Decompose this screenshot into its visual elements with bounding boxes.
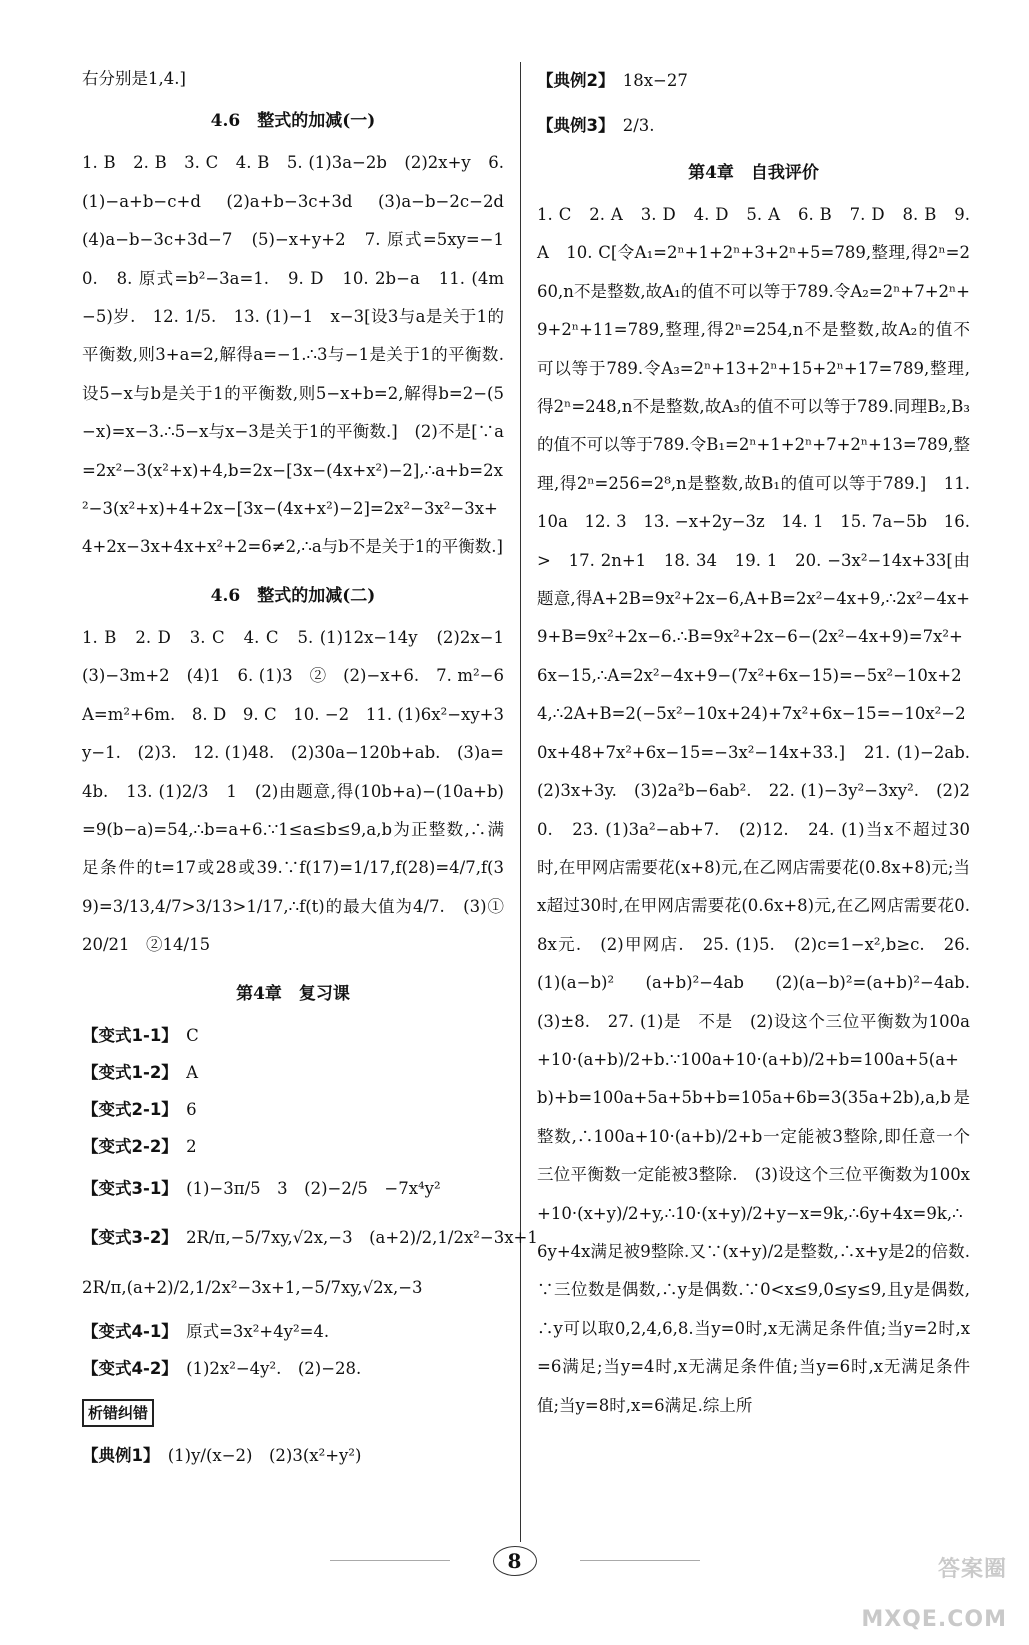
variant-item: 【变式2-2】 2 (82, 1136, 197, 1156)
variant-item: 【变式1-1】 C (82, 1025, 199, 1045)
section-title-4-6-1: 4.6 整式的加减(一) (210, 111, 376, 132)
intro-text: 右分别是1,4.] (82, 69, 186, 88)
section-body-self-eval: 1. C 2. A 3. D 4. D 5. A 6. B 7. D 8. B 9. A 10. C[令A₁=2ⁿ+1+2ⁿ+3+2ⁿ+5=789,整理,得2ⁿ=260,n不是整数,故A₁的值不可以等于789.令A₂=2ⁿ+7+2ⁿ+9+2ⁿ+11=789,整理,得2ⁿ=254,n不是整数,故A₂的值不可以等于789.令A₃=2ⁿ+13+2ⁿ+15+2ⁿ+17=789,整理,得2ⁿ=248,n不是整数,故A₃的值不可以等于789.同理B₂,B₃的值不可以等于789.令B₁=2ⁿ+1+2ⁿ+7+2ⁿ+13=789,整理,得2ⁿ=256=2⁸,n是整数,故B₁的值可以等于789.] 11. 10a 12. 3 13. −x+2y−3z 14. 1 15. 7a−5b 16. > 17. 2n+1 18. 34 19. 1 20. −3x²−14x+33[由题意,得A+2B=9x²+2x−6,A+B=2x²−4x+9,∴2x²−4x+9+B=9x²+2x−6.∴B=9x²+2x−6−(2x²−4x+9)=7x²+6x−15,∴A=2x²−4x+9−(7x²+6x−15)=−5x²−10x+24,∴2A+B=2(−5x²−10x+24)+7x²+6x−15=−10x²−20x+48+7x²+6x−15=−3x²−14x+33.] 21. (1)−2ab. (2)3x+3y. (3)2a²b−6ab². 22. (1)−3y²−3xy². (2)20. 23. (1)3a²−ab+7. (2)12. 24. (1)当x不超过30时,在甲网店需要花(x+8)元,在乙网店需要花(0.8x+8)元;当x超过30时,在甲网店需要花(0.6x+8)元,在乙网店需要花0.8x元. (2)甲网店. 25. (1)5. (2)c=1−x²,b≥c. 26. (1)(a−b)² (a+b)²−4ab (2)(a−b)²=(a+b)²−4ab. (3)±8. 27. (1)是 不是 (2)设这个三位平衡数为100a+10·(a+b)/2+b.∵100a+10·(a+b)/2+b=100a+5(a+b)+b=100a+5a+5b+b=105a+6b=3(35a+2b),a,b是整数,∴100a+10·(a+b)/2+b一定能被3整除,即任意一个三位平衡数一定能被3整除. (3)设这个三位平衡数为100x+10·(x+y)/2+y,∴10·(x+y)/2+y−x=9k,∴6y+4x=9k,∴6y+4x满足被9整除.又∵(x+y)/2是整数,∴x+y是2的倍数.∵三位数是偶数,∴y是偶数.∵0<x≤9,0≤y≤9,且y是偶数,∴y可以取0,2,4,6,8.当y=0时,x无满足条件值;当y=2时,x=6满足;当y=4时,x无满足条件值;当y=6时,x无满足条件值;当y=8时,x=6满足.综上所 (537, 205, 987, 1415)
example-item: 【典例3】 2/3. (537, 116, 655, 135)
section-title-review: 第4章 复习课 (236, 983, 350, 1004)
variant-item-continued: 2R/π,(a+2)/2,1/2x²−3x+1,−5/7xy,√2x,−3 (82, 1277, 423, 1297)
column-divider (520, 62, 521, 1542)
section-title-4-6-2: 4.6 整式的加减(二) (210, 585, 376, 606)
section-body-4-6-2: 1. B 2. D 3. C 4. C 5. (1)12x−14y (2)2x−1 (3)−3m+2 (4)1 6. (1)3 ② (2)−x+6. 7. m²−6 A=m²+6m. 8. D 9. C 10. −2 11. (1)6x²−xy+3y−1. (2)3. 12. (1)48. (2)30a−120b+ab. (3)a=4b. 13. (1)2/3 1 (2)由题意,得(10b+a)−(10a+b)=9(b−a)=54,∴b=a+6.∵1≤a≤b≤9,a,b为正整数,∴满足条件的t=17或28或39.∵f(17)=1/17,f(28)=4/7,f(39)=3/13,4/7>3/13>1/17,∴f(t)的最大值为4/7. (3)①20/21 ②14/15 (82, 627, 521, 955)
section-title-self-eval: 第4章 自我评价 (688, 163, 819, 183)
example-item: 【典例1】 (1)y/(x−2) (2)3(x²+y²) (82, 1445, 362, 1465)
error-analysis-label: 析错纠错 (82, 1399, 154, 1427)
watermark-logo: 答案圈 MXQE.COM (861, 1557, 1007, 1632)
left-column (82, 60, 538, 1474)
variant-item: 【变式3-1】 (1)−3π/5 3 (2)−2/5 −7x⁴y² (82, 1178, 441, 1198)
example-item: 【典例2】 18x−27 (537, 71, 688, 90)
variant-item: 【变式4-2】 (1)2x²−4y². (2)−28. (82, 1358, 362, 1378)
right-column (537, 60, 987, 1425)
variant-item: 【变式1-2】 A (82, 1062, 198, 1082)
variant-item: 【变式3-2】 2R/π,−5/7xy,√2x,−3 (a+2)/2,1/2x²−3x+1 (82, 1227, 538, 1247)
page-number: 8 (0, 1546, 1029, 1576)
section-body-4-6-1: 1. B 2. B 3. C 4. B 5. (1)3a−2b (2)2x+y 6. (1)−a+b−c+d (2)a+b−3c+3d (3)a−b−2c−2d (4)a−b−3c+3d−7 (5)−x+y+2 7. 原式=5xy=−10. 8. 原式=b²−3a=1. 9. D 10. 2b−a 11. (4m−5)岁. 12. 1/5. 13. (1)−1 x−3[设3与a是关于1的平衡数,则3+a=2,解得a=−1.∴3与−1是关于1的平衡数.设5−x与b是关于1的平衡数,则5−x+b=2,解得b=2−(5−x)=x−3.∴5−x与x−3是关于1的平衡数.] (2)不是[∵a=2x²−3(x²+x)+4,b=2x−[3x−(4x+x²)−2],∴a+b=2x²−3(x²+x)+4+2x−[3x−(4x+x²)−2]=2x²−3x²−3x+4+2x−3x+4x+x²+2=6≠2,∴a与b不是关于1的平衡数.] (82, 153, 521, 557)
variant-item: 【变式4-1】 原式=3x²+4y²=4. (82, 1321, 330, 1341)
variant-item: 【变式2-1】 6 (82, 1099, 197, 1119)
